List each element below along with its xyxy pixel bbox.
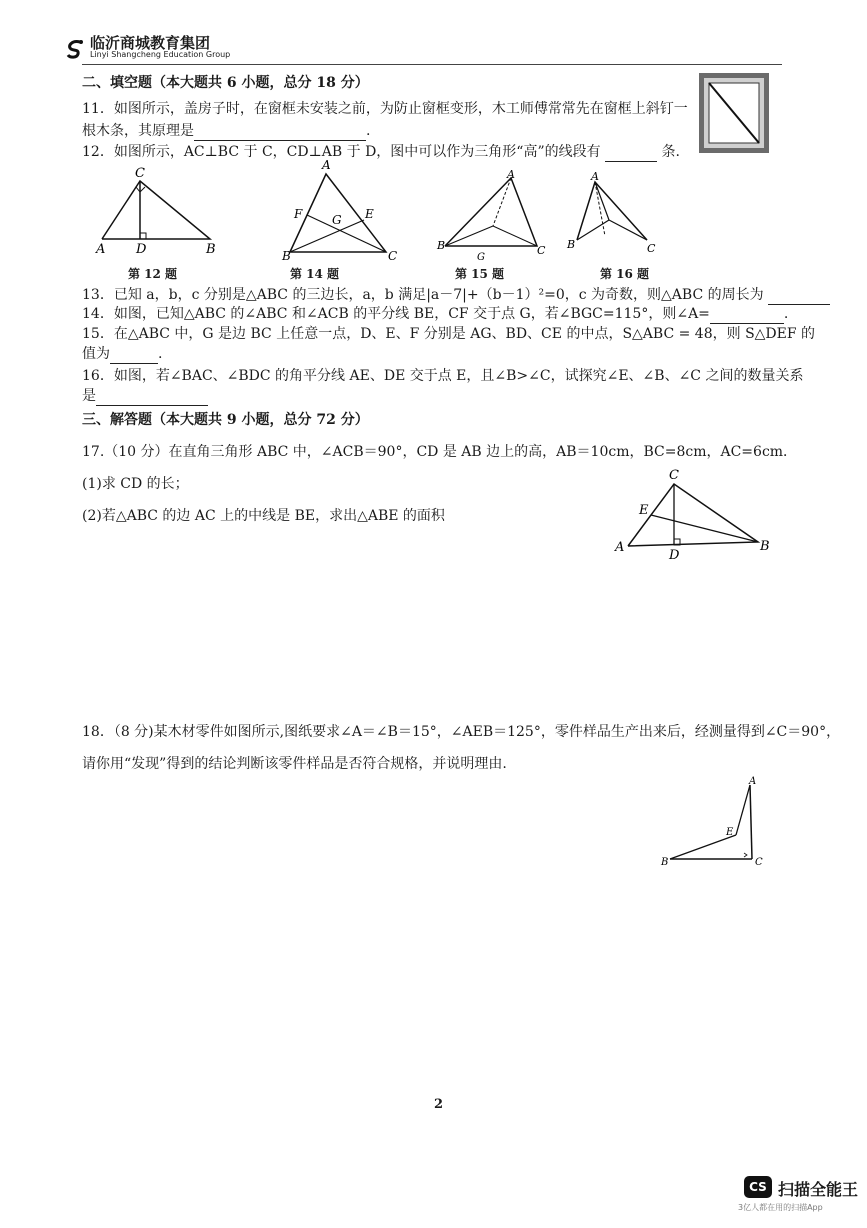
fig15-label-b: B [437,239,446,252]
figure-18 [658,775,768,870]
q15-answer-blank [110,363,158,364]
figure-12 [92,163,222,258]
q15-line1: 15．在△ABC 中，G 是边 BC 上任意一点，D、E、F 分别是 AG、BD、CE 的中点，S△ABC = 48，则 S△DEF 的 [82,326,816,342]
q13-text: 13．已知 a，b，c 分别是△ABC 的三边长，a，b 满足|a－7|+（b－1）²=0，c 为奇数，则△ABC 的周长为 [82,287,764,303]
q14-line: 14．如图，已知△ABC 的∠ABC 和∠ACB 的平分线 BE，CF 交于点 G，若∠BGC=115°，则∠A= . [82,306,789,322]
fig12-label-a: A [96,242,106,257]
fig14-label-g: G [332,213,342,227]
section-3-title: 三、解答题（本大题共 9 小题，总分 72 分） [82,412,369,428]
q11-text: 根木条，其原理是 [82,123,194,139]
fig16-label-a: A [591,172,599,183]
figure-16 [565,172,660,264]
fig14-caption: 第 14 题 [290,267,340,281]
q12-text: 12．如图所示，AC⊥BC 于 C，CD⊥AB 于 D，图中可以作为三角形“高”的线段有 [82,144,601,160]
fig17-label-e: E [639,503,649,518]
q12-line [82,142,680,162]
fig18-label-a: A [749,776,757,787]
fig15-label-a: A [507,168,515,181]
scanner-app-tagline: 3亿人都在用的扫描App [738,1203,823,1212]
q17-part2: (2)若△ABC 的边 AC 上的中线是 BE，求出△ABE 的面积 [82,508,445,524]
fig18-label-e: E [726,827,734,838]
q17-stem: 17.（10 分）在直角三角形 ABC 中，∠ACB＝90°，CD 是 AB 边上的高，AB＝10cm，BC=8cm，AC=6cm． [82,444,798,460]
q18-line2: 请你用“发现”得到的结论判断该零件样品是否符合规格，并说明理由. [82,756,507,772]
fig14-label-b: B [282,249,291,263]
q18-line1: 18．（8 分)某木材零件如图所示,图纸要求∠A＝∠B＝15°，∠AEB＝125°，零件样品生产出来后，经测量得到∠C＝90°， [82,724,841,740]
q14-text: 14．如图，已知△ABC 的∠ABC 和∠ACB 的平分线 BE，CF 交于点 G，若∠BGC=115°，则∠A= [82,306,710,322]
fig17-label-a: A [615,540,625,555]
q11-line1: 11．如图所示，盖房子时，在窗框未安装之前，为防止窗框变形，木工师傅常常先在窗框上斜钉一 [82,101,688,117]
q13-line [82,285,830,305]
q16-line2 [82,386,208,406]
logo-title: 临沂商城教育集团 [90,34,211,52]
figure-14 [278,160,403,265]
q15-text: 值为 [82,346,110,362]
fig17-label-c: C [669,468,679,483]
fig17-label-d: D [669,548,680,562]
fig12-label-b: B [206,242,216,257]
fig15-label-c: C [537,244,546,257]
logo-mark-icon [64,38,86,60]
fig14-label-e: E [365,207,374,221]
fig12-label-d: D [136,242,147,257]
fig18-label-c: C [755,857,763,868]
logo-subtitle: Linyi Shangcheng Education Group [90,50,231,59]
fig15-caption: 第 15 题 [455,267,505,281]
fig18-label-b: B [661,857,669,868]
scanner-app-name: 扫描全能王 [778,1180,859,1199]
fig16-label-b: B [567,238,576,251]
fig16-caption: 第 16 题 [600,267,650,281]
figure-17 [610,466,780,562]
q11-answer-blank [194,140,366,141]
fig15-label-g: G [477,252,485,263]
q17-part1: (1)求 CD 的长； [82,476,189,492]
q15-line2: 值为 . [82,346,163,362]
scanner-app-icon: CS [744,1176,772,1198]
fig14-label-a: A [322,160,331,172]
q16-text: 是 [82,388,96,404]
fig14-label-f: F [294,207,303,221]
q12-tail: 条. [661,144,680,160]
fig16-label-c: C [647,242,656,255]
fig14-label-c: C [388,249,398,263]
page-number: 2 [434,1097,444,1112]
figure-15 [435,168,550,263]
window-frame-figure [698,72,770,154]
fig17-label-b: B [760,539,770,554]
section-2-title: 二、填空题（本大题共 6 小题，总分 18 分） [82,75,369,91]
q16-answer-blank [96,405,208,406]
q16-line1: 16．如图，若∠BAC、∠BDC 的角平分线 AE、DE 交于点 E，且∠B>∠C，试探究∠E、∠B、∠C 之间的数量关系 [82,368,804,384]
fig12-label-c: C [135,166,145,181]
q12-answer-blank [605,161,657,162]
fig12-caption: 第 12 题 [128,267,178,281]
q11-line2: 根木条，其原理是 . [82,123,371,139]
header-divider [82,64,782,65]
